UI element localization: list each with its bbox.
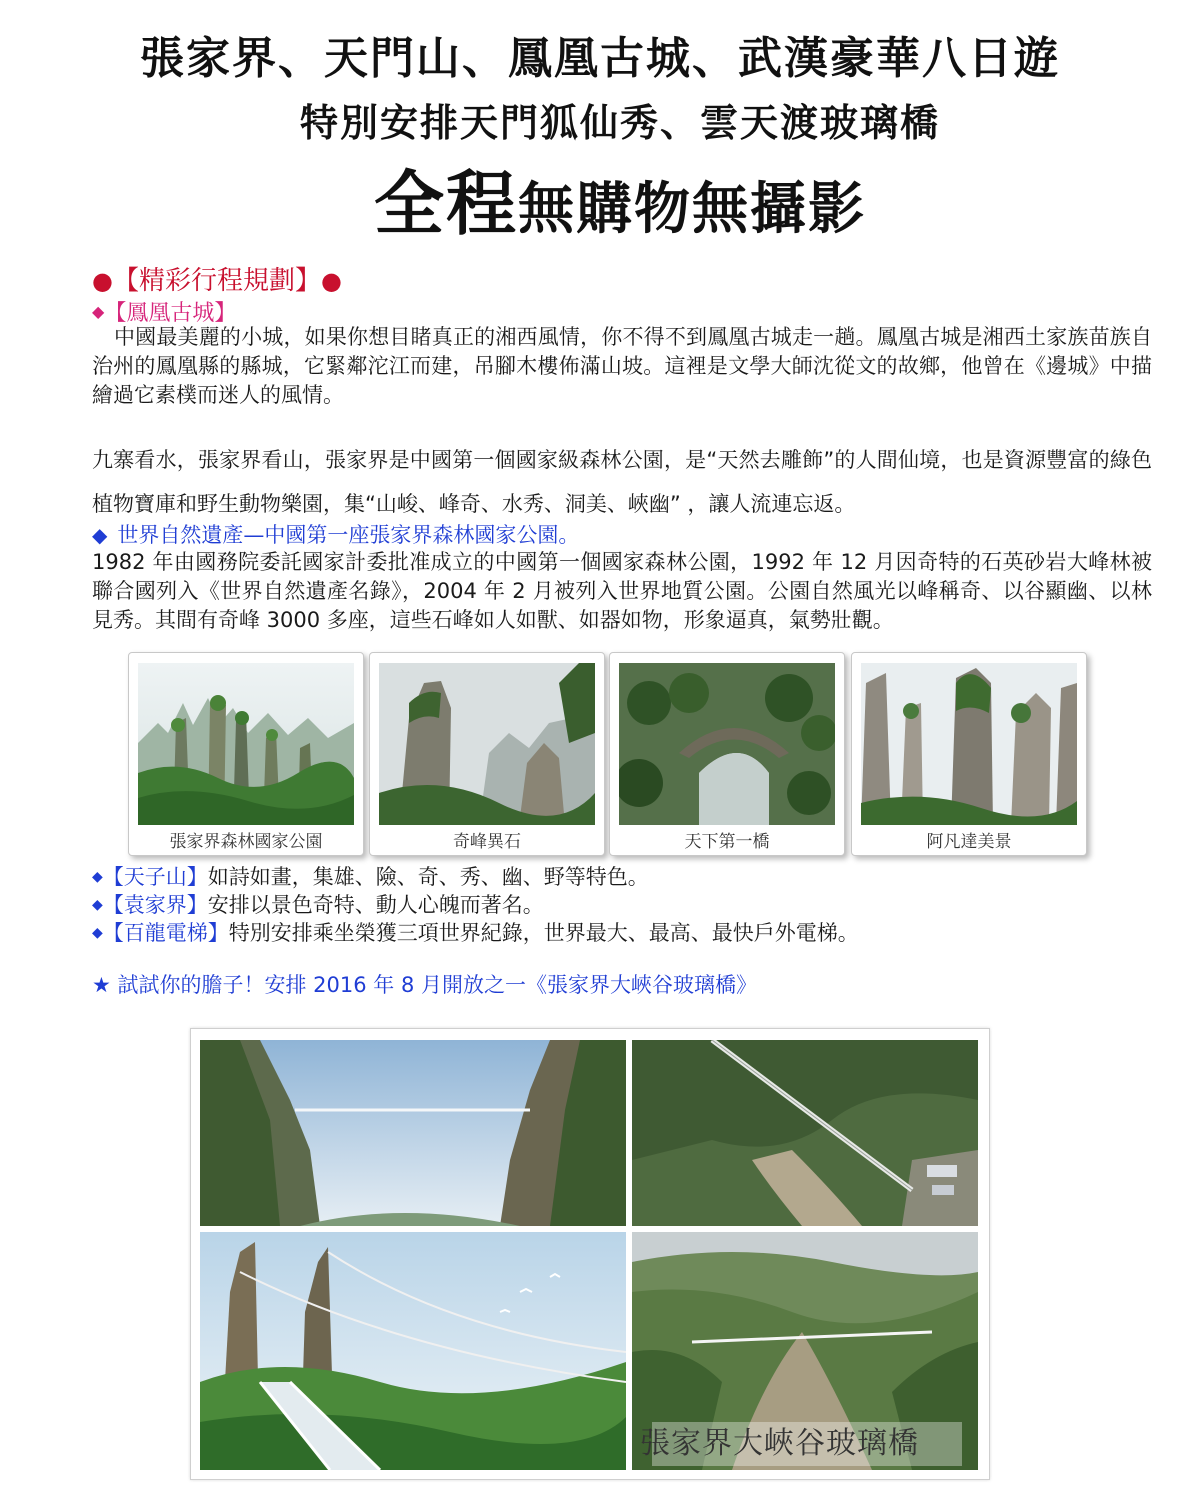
diamond-icon: ◆	[92, 302, 105, 321]
photo-card-first-bridge	[609, 652, 845, 856]
highlight-yuanjiajie	[92, 889, 544, 919]
collage-panel-canyon-bridge	[200, 1040, 626, 1226]
title-line-3-a: 全程	[374, 162, 518, 245]
highlight-tag: 【袁家界】	[102, 893, 208, 917]
diamond-icon: ◆	[92, 897, 103, 913]
photo-card-avatar-scenery	[851, 652, 1087, 856]
strange-peaks-photo	[379, 663, 595, 825]
highlight-bailong-elevator	[92, 917, 859, 947]
collage-panel-aerial-bridge	[632, 1040, 978, 1226]
heritage-paragraph: 1982 年由國務院委託國家計委批准成立的中國第一個國家森林公園，1992 年 12 月因奇特的石英砂岩大峰林被聯合國列入《世界自然遺產名錄》，2004 年 2 月被列入世界地質公園。公園自然風光以峰稱奇、以谷顯幽、以林見秀。其間有奇峰 3000 多座，這些石峰如人如獸、如器如物，形象逼真，氣勢壯觀。	[92, 550, 1152, 632]
highlight-tag: 【百龍電梯】	[102, 921, 229, 945]
fenghuang-paragraph: 中國最美麗的小城，如果你想目睹真正的湘西風情，你不得不到鳳凰古城走一趟。鳳凰古城是湘西土家族苗族自治州的鳳凰縣的縣城，它緊鄰沱江而建，吊腳木樓佈滿山坡。這裡是文學大師沈從文的故鄉，他曾在《邊城》中描繪過它素樸而迷人的風情。	[92, 325, 1152, 407]
highlight-text: 特別安排乘坐榮獲三項世界紀錄，世界最大、最高、最快戶外電梯。	[228, 921, 859, 945]
title-line-3	[0, 148, 1200, 249]
red-dot-icon: ●	[92, 267, 113, 295]
collage-panel-bridge-walkway	[200, 1232, 626, 1470]
photo-card-strange-peaks	[369, 652, 605, 856]
red-dot-icon: ●	[320, 267, 342, 295]
diamond-icon: ◆	[92, 869, 103, 885]
photo-caption: 天下第一橋	[684, 832, 770, 852]
first-bridge-photo	[619, 663, 835, 825]
diamond-icon: ◆	[92, 925, 103, 941]
highlight-text: 安排以景色奇特、動人心魄而著名。	[207, 893, 544, 917]
diamond-icon: ◆	[92, 523, 108, 547]
heritage-heading	[92, 519, 579, 549]
glass-bridge-line: ★ 試試你的膽子！安排 2016 年 8 月開放之一《張家界大峽谷玻璃橋》	[92, 973, 758, 997]
heritage-title: 世界自然遺產—中國第一座張家界森林國家公園。	[117, 523, 580, 547]
section-heading-text: 【精彩行程規劃】	[112, 266, 321, 296]
title-line-1: 張家界、天門山、鳳凰古城、武漢豪華八日遊	[140, 33, 1060, 84]
avatar-scenery-photo	[861, 663, 1077, 825]
photo-caption: 張家界森林國家公園	[169, 832, 323, 852]
collage-label: 張家界大峽谷玻璃橋	[640, 1426, 919, 1461]
photo-caption: 阿凡達美景	[926, 832, 1012, 852]
photo-card-forest-park	[128, 652, 364, 856]
forest-park-photo	[138, 663, 354, 825]
zhangjiajie-paragraph: 九寨看水，張家界看山，張家界是中國第一個國家級森林公園，是“天然去雕飾”的人間仙境，也是資源豐富的綠色植物寶庫和野生動物樂園，集“山峻、峰奇、水秀、洞美、峽幽” ，讓人流連忘返。	[92, 448, 1152, 516]
fenghuang-title: 【鳳凰古城】	[104, 301, 237, 326]
highlight-tianzishan	[92, 861, 649, 891]
title-line-2: 特別安排天門狐仙秀、雲天渡玻璃橋	[299, 101, 940, 145]
section-heading	[92, 260, 342, 297]
photo-caption: 奇峰異石	[453, 832, 521, 852]
highlight-tag: 【天子山】	[102, 865, 208, 889]
title-line-3-b: 無購物無攝影	[518, 176, 866, 242]
highlight-text: 如詩如畫，集雄、險、奇、秀、幽、野等特色。	[207, 865, 649, 889]
